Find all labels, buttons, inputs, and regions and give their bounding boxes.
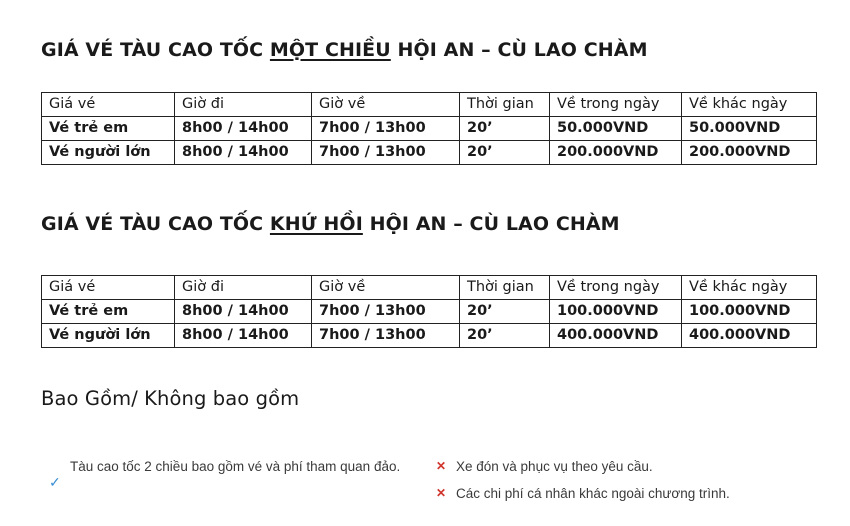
table-cell: 20’ [460, 141, 550, 165]
header-cell: Giờ đi [175, 276, 312, 300]
header-cell: Về khác ngày [682, 276, 817, 300]
table-cell: 7h00 / 13h00 [312, 117, 460, 141]
round-trip-title [41, 213, 620, 235]
one-way-fare-table [41, 92, 817, 165]
cross-icon: ✕ [436, 486, 447, 500]
included-item: Tàu cao tốc 2 chiều bao gồm vé và phí tham quan đảo. [70, 459, 401, 474]
table-cell: Vé người lớn [42, 324, 175, 348]
table-cell: 100.000VND [682, 300, 817, 324]
table-cell: 7h00 / 13h00 [312, 300, 460, 324]
excluded-item [436, 453, 836, 480]
table-cell: 50.000VND [682, 117, 817, 141]
table-cell: 200.000VND [682, 141, 817, 165]
includes-title: Bao Gồm/ Không bao gồm [41, 387, 300, 410]
header-cell: Giờ về [312, 276, 460, 300]
table-cell: 50.000VND [550, 117, 682, 141]
table-cell: 7h00 / 13h00 [312, 141, 460, 165]
table-cell: 100.000VND [550, 300, 682, 324]
table-cell: 8h00 / 14h00 [175, 324, 312, 348]
one-way-title-emph: MỘT CHIỀU [269, 39, 391, 61]
table-header-row [42, 93, 817, 117]
round-trip-title-prefix: GIÁ VÉ TÀU CAO TỐC [41, 213, 264, 235]
header-cell: Giá vé [42, 276, 175, 300]
header-cell: Thời gian [460, 276, 550, 300]
table-cell: 8h00 / 14h00 [175, 117, 312, 141]
table-row [42, 300, 817, 324]
table-cell: Vé người lớn [42, 141, 175, 165]
excluded-item [436, 480, 836, 507]
header-cell: Giờ về [312, 93, 460, 117]
table-row [42, 141, 817, 165]
header-cell: Về khác ngày [682, 93, 817, 117]
table-cell: 400.000VND [550, 324, 682, 348]
table-header-row [42, 276, 817, 300]
cross-icon: ✕ [436, 459, 447, 473]
table-cell: 20’ [460, 324, 550, 348]
excluded-item-text: Xe đón và phục vụ theo yêu cầu. [456, 459, 653, 474]
round-trip-fare-table [41, 275, 817, 348]
round-trip-title-suffix: HỘI AN – CÙ LAO CHÀM [369, 213, 620, 235]
table-cell: 400.000VND [682, 324, 817, 348]
one-way-title-suffix: HỘI AN – CÙ LAO CHÀM [397, 39, 648, 61]
excluded-item-text: Các chi phí cá nhân khác ngoài chương trình. [456, 486, 730, 501]
included-list [49, 453, 409, 490]
excluded-list [436, 453, 836, 507]
header-cell: Về trong ngày [550, 276, 682, 300]
table-cell: 8h00 / 14h00 [175, 141, 312, 165]
round-trip-title-emph: KHỨ HỒI [269, 213, 363, 235]
table-cell: 8h00 / 14h00 [175, 300, 312, 324]
header-cell: Về trong ngày [550, 93, 682, 117]
table-cell: Vé trẻ em [42, 300, 175, 324]
table-row [42, 324, 817, 348]
check-icon: ✓ [49, 474, 61, 490]
header-cell: Giờ đi [175, 93, 312, 117]
header-cell: Thời gian [460, 93, 550, 117]
one-way-title-prefix: GIÁ VÉ TÀU CAO TỐC [41, 39, 264, 61]
header-cell: Giá vé [42, 93, 175, 117]
table-cell: 20’ [460, 300, 550, 324]
one-way-title [41, 39, 648, 61]
table-row [42, 117, 817, 141]
table-cell: 200.000VND [550, 141, 682, 165]
table-cell: 20’ [460, 117, 550, 141]
table-cell: 7h00 / 13h00 [312, 324, 460, 348]
table-cell: Vé trẻ em [42, 117, 175, 141]
